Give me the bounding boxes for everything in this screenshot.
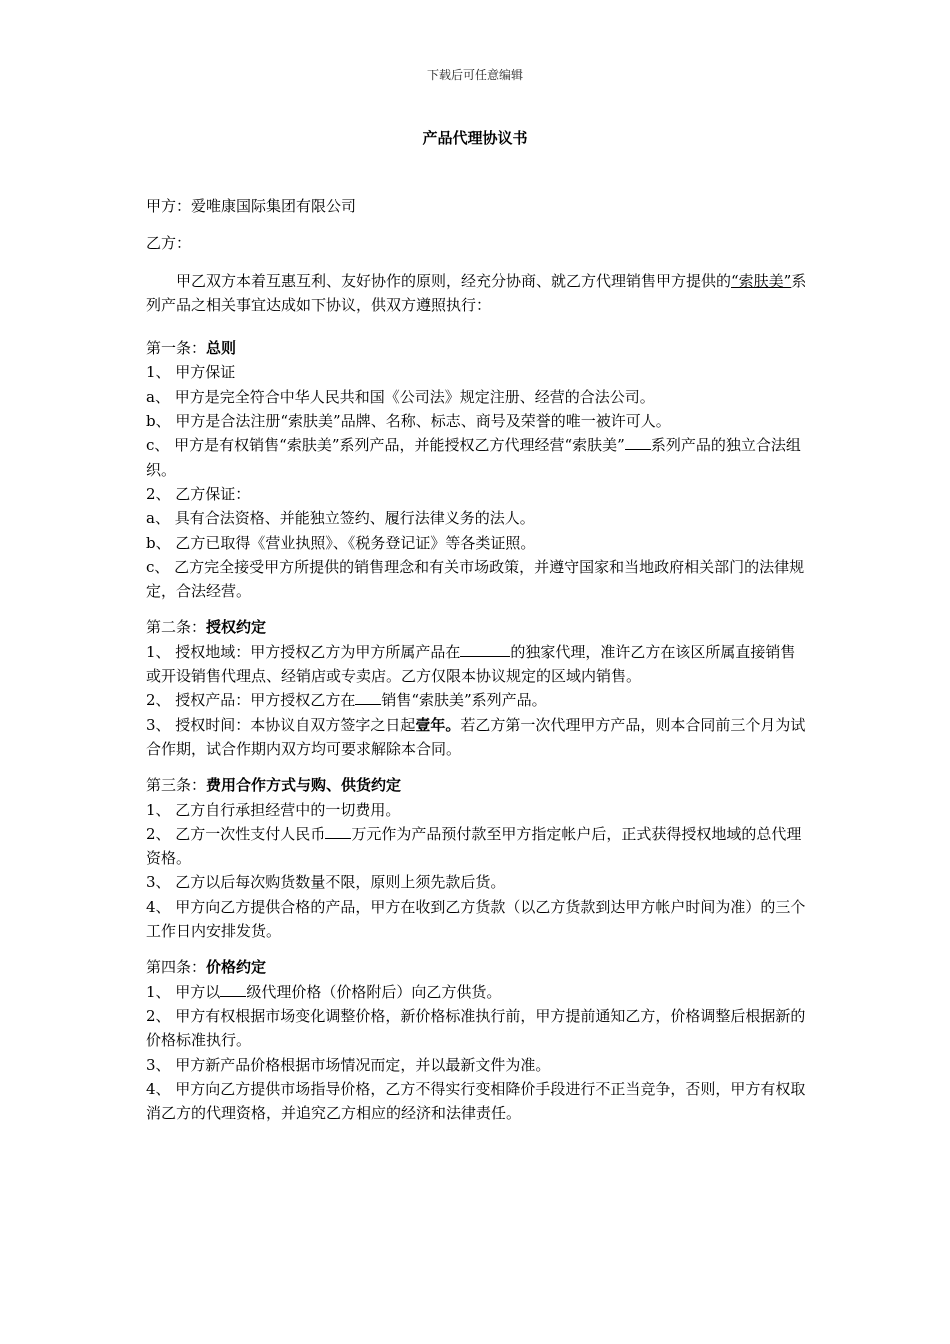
party-b: 乙方： bbox=[146, 234, 192, 253]
document-title: 产品代理协议书 bbox=[422, 129, 528, 147]
article-1-item: a、 甲方是完全符合中华人民共和国《公司法》规定注册、经营的合法公司。 bbox=[146, 387, 655, 406]
party-a: 甲方：爱唯康国际集团有限公司 bbox=[146, 197, 357, 215]
article-4-item: 1、 甲方以 级代理价格（价格附后）向乙方供货。 bbox=[146, 982, 502, 1001]
article-2-item: 3、 授权时间：本协议自双方签字之日起壹年。若乙方第一次代理甲方产品，则本合同前三个月为试合作期，试合作期内双方均可要求解除本合同。 bbox=[146, 715, 806, 758]
header-note: 下载后可任意编辑 bbox=[426, 68, 523, 82]
article-3-item: 2、 乙方一次性支付人民币 万元作为产品预付款至甲方指定帐户后，正式获得授权地域的总代理资格。 bbox=[146, 824, 802, 868]
fill-blank bbox=[460, 642, 510, 657]
article-1-item: 2、 乙方保证： bbox=[146, 484, 251, 503]
article-1-item: c、 甲方是有权销售“索肤美”系列产品，并能授权乙方代理经营“索肤美” 系列产品的独立合法组织。 bbox=[146, 436, 801, 479]
article-3-item: 3、 乙方以后每次购货数量不限，原则上须先款后货。 bbox=[146, 873, 506, 892]
fill-blank bbox=[625, 435, 651, 450]
document-body bbox=[146, 194, 810, 1125]
article-4-item: 4、 甲方向乙方提供市场指导价格，乙方不得实行变相降价手段进行不正当竞争，否则，甲方有权取消乙方的代理资格，并追究乙方相应的经济和法律责任。 bbox=[146, 1079, 806, 1123]
article-2-item: 2、 授权产品：甲方授权乙方在 销售“索肤美”系列产品。 bbox=[146, 691, 547, 710]
fill-blank bbox=[220, 982, 246, 997]
article-2-heading: 第二条：授权约定 bbox=[146, 618, 267, 637]
fill-blank bbox=[355, 690, 381, 705]
article-4-heading: 第四条：价格约定 bbox=[146, 958, 267, 977]
article-1-heading: 第一条：总则 bbox=[146, 339, 237, 358]
fill-blank bbox=[325, 824, 351, 839]
article-4-item: 2、 甲方有权根据市场变化调整价格，新价格标准执行前，甲方提前通知乙方，价格调整后根据新的价格标准执行。 bbox=[146, 1006, 806, 1050]
article-1-item: c、 乙方完全接受甲方所提供的销售理念和有关市场政策，并遵守国家和当地政府相关部门的法律规定，合法经营。 bbox=[146, 557, 805, 601]
article-1-item: b、 甲方是合法注册“索肤美”品牌、名称、标志、商号及荣誉的唯一被许可人。 bbox=[146, 412, 671, 431]
intro-paragraph: 甲乙双方本着互惠互利、友好协作的原则，经充分协商、就乙方代理销售甲方提供的“索肤美”系列产品之相关事宜达成如下协议，供双方遵照执行： bbox=[146, 271, 807, 314]
article-3-item: 1、 乙方自行承担经营中的一切费用。 bbox=[146, 800, 401, 819]
article-3-heading: 第三条：费用合作方式与购、供货约定 bbox=[146, 776, 402, 795]
article-4-item: 3、 甲方新产品价格根据市场情况而定，并以最新文件为准。 bbox=[146, 1055, 551, 1074]
article-1-item: b、 乙方已取得《营业执照》、《税务登记证》等各类证照。 bbox=[146, 533, 536, 552]
article-3-item: 4、 甲方向乙方提供合格的产品，甲方在收到乙方货款（以乙方货款到达甲方帐户时间为准）的三个工作日内安排发货。 bbox=[146, 897, 806, 941]
brand-name: “索肤美” bbox=[731, 271, 792, 290]
article-1-item: a、 具有合法资格、并能独立签约、履行法律义务的法人。 bbox=[146, 509, 535, 528]
article-2-item: 1、 授权地域：甲方授权乙方为甲方所属产品在 的独家代理，准许乙方在该区所属直接销售或开设销售代理点、经销店或专卖店。乙方仅限本协议规定的区域内销售。 bbox=[146, 642, 796, 686]
article-1-item: 1、 甲方保证 bbox=[146, 363, 236, 382]
